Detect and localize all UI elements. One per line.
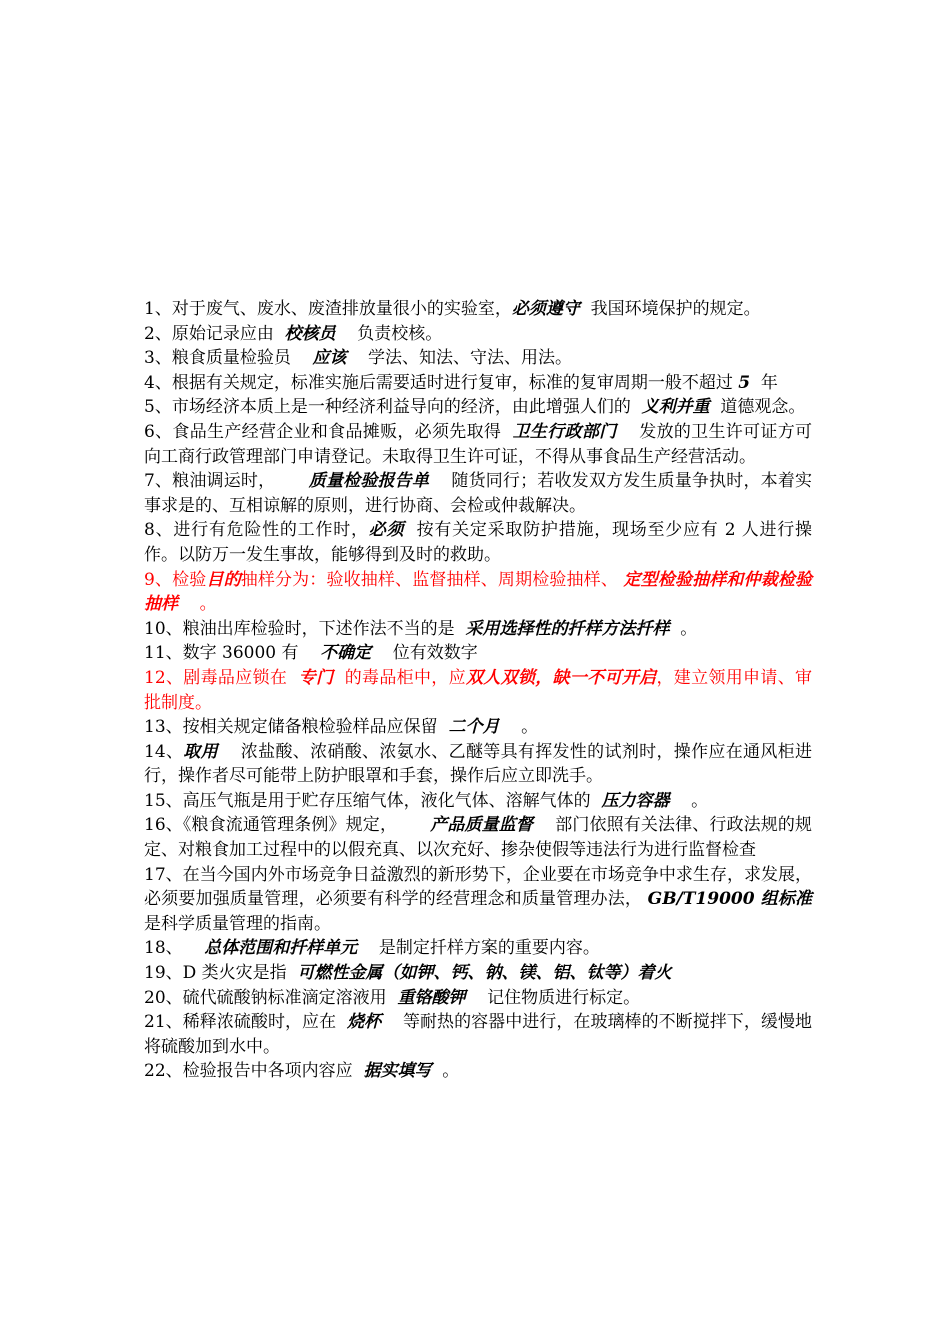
answer-text: 目的 <box>206 569 241 590</box>
question-text: 14、 <box>144 741 184 762</box>
question-item <box>144 715 812 740</box>
answer-text: 必须遵守 <box>511 299 580 319</box>
question-text: 道德观念。 <box>709 397 806 418</box>
question-text: 7、粮油调运时， <box>144 471 309 492</box>
answer-text: 5 <box>738 372 751 393</box>
answer-text: 义利并重 <box>641 397 710 418</box>
question-text: 8、进行有危险性的工作时， <box>144 520 369 541</box>
question-list <box>144 297 823 1084</box>
answer-text: 应该 <box>312 348 347 369</box>
question-text: 17、在当今国内外市场竞争日益激烈的新形势下，企业要在市场竞争中求生存，求发展，必须要加强质量管理，必须要有科学的经营理念和质量管理办法， <box>144 864 812 910</box>
question-item <box>144 322 812 347</box>
question-text: 4、根据有关规定，标准实施后需要适时进行复审，标准的复审周期一般不超过 <box>144 372 739 393</box>
answer-text: 产品质量监督 <box>430 815 534 836</box>
answer-text: GB/T19000 组标准 <box>647 889 813 910</box>
question-text: 等耐热的容器中进行，在玻璃棒的不断搅拌下，缓慢地将硫酸加到水中。 <box>144 1012 812 1057</box>
question-item <box>144 961 812 986</box>
question-text: 负责校核。 <box>335 323 443 344</box>
question-text: 是科学质量管理的指南。 <box>144 889 823 934</box>
question-text: 15、高压气瓶是用于贮存压缩气体，液化气体、溶解气体的 <box>144 790 602 811</box>
question-item <box>144 740 812 789</box>
question-text: 。 <box>178 594 217 615</box>
question-text: 6、食品生产经营企业和食品摊贩，必须先取得 <box>144 421 513 442</box>
question-item <box>144 986 812 1011</box>
question-item <box>144 789 812 814</box>
question-text: 16、《粮食流通管理条例》规定， <box>144 815 431 836</box>
question-text: 3、粮食质量检验员 <box>144 348 313 369</box>
question-item <box>144 469 812 518</box>
answer-text: 总体范围和扦样单元 <box>204 938 358 959</box>
question-item <box>144 641 812 666</box>
answer-text: 专门 <box>298 667 334 688</box>
question-text: 浓盐酸、浓硝酸、浓氨水、乙醚等具有挥发性的试剂时，操作应在通风柜进行，操作者尽可能带上防护眼罩和手套，操作后应立即洗手。 <box>144 741 812 787</box>
question-text: 抽样分为：验收抽样、监督抽样、周期检验抽样、 <box>240 569 624 590</box>
question-text: 发放的卫生许可证方可向工商行政管理部门申请登记。未取得卫生许可证，不得从事食品生产经营活动。 <box>144 421 812 467</box>
answer-text: 取用 <box>183 741 218 762</box>
question-text: 。 <box>669 618 698 639</box>
question-item <box>144 297 812 322</box>
question-item <box>144 395 812 420</box>
question-item <box>144 617 812 642</box>
question-text: 19、D 类火灾是指 <box>144 963 298 984</box>
question-text: 按有关定采取防护措施，现场至少应有 2 人进行操作。以防万一发生事故，能够得到及时的救助。 <box>144 520 812 565</box>
answer-text: 必须 <box>368 520 405 541</box>
question-text: ，建立领用申请、审批制度。 <box>144 667 813 713</box>
question-item <box>144 1010 812 1059</box>
question-text: 18、 <box>144 938 205 959</box>
question-text: 1、对于废气、废水、废渣排放量很小的实验室， <box>144 299 512 319</box>
question-text: 我国环境保护的规定。 <box>579 299 761 319</box>
answer-text: 采用选择性的扦样方法扦样 <box>465 618 670 639</box>
answer-text: 二个月 <box>448 717 500 738</box>
question-text: 21、稀释浓硫酸时，应在 <box>144 1012 348 1033</box>
question-text: 位有效数字 <box>371 643 478 664</box>
answer-text: 定型检验抽样和仲裁检验抽样 <box>144 569 813 615</box>
question-text: 部门依照有关法律、行政法规的规定、对粮食加工过程中的以假充真、以次充好、掺杂使假等违法行为进行监督检查 <box>144 815 813 861</box>
question-text: 12、剧毒品应锁在 <box>144 667 299 688</box>
question-text: 22、检验报告中各项内容应 <box>144 1061 364 1082</box>
answer-text: 据实填写 <box>363 1061 432 1082</box>
question-text: 2、原始记录应由 <box>144 323 285 344</box>
question-item <box>144 371 812 396</box>
question-item <box>144 420 812 469</box>
question-text: 20、硫代硫酸钠标准滴定溶液用 <box>144 987 398 1008</box>
question-item <box>144 813 812 862</box>
question-text: 10、粮油出库检验时，下述作法不当的是 <box>144 618 466 639</box>
question-item <box>144 346 812 371</box>
question-text: 的毒品柜中，应 <box>333 667 466 688</box>
question-text: 。 <box>431 1061 460 1082</box>
question-text: 随货同行；若收发双方发生质量争执时，本着实事求是的、互相谅解的原则，进行协商、会检或仲裁解决。 <box>144 471 812 516</box>
answer-text: 校核员 <box>284 323 336 344</box>
answer-text: 不确定 <box>320 643 372 664</box>
question-item <box>144 568 812 617</box>
question-text: 9、检验 <box>144 569 207 590</box>
question-text: 。 <box>499 717 539 738</box>
answer-text: 可燃性金属（如钾、钙、钠、镁、铝、钛等）着火 <box>297 963 672 984</box>
question-item <box>144 1059 812 1084</box>
answer-text: 烧杯 <box>347 1012 382 1033</box>
answer-text: 质量检验报告单 <box>308 471 430 492</box>
question-item <box>144 936 812 961</box>
question-text: 年 <box>750 372 778 393</box>
question-item <box>144 666 812 715</box>
question-text: 记住物质进行标定。 <box>465 987 641 1008</box>
question-text: 学法、知法、守法、用法。 <box>346 348 573 369</box>
question-text: 11、数字 36000 有 <box>144 643 321 664</box>
answer-text: 压力容器 <box>601 790 670 811</box>
answer-text: 双人双锁，缺一不可开启 <box>465 667 657 688</box>
question-text: 13、按相关规定储备粮检验样品应保留 <box>144 717 449 738</box>
question-text: 。 <box>669 790 709 811</box>
answer-text: 重铬酸钾 <box>397 987 466 1008</box>
question-item <box>144 863 823 937</box>
question-item <box>144 518 812 567</box>
question-text: 5、市场经济本质上是一种经济利益导向的经济，由此增强人们的 <box>144 397 642 418</box>
answer-text: 卫生行政部门 <box>512 421 617 442</box>
question-text: 是制定扦样方案的重要内容。 <box>357 938 600 959</box>
